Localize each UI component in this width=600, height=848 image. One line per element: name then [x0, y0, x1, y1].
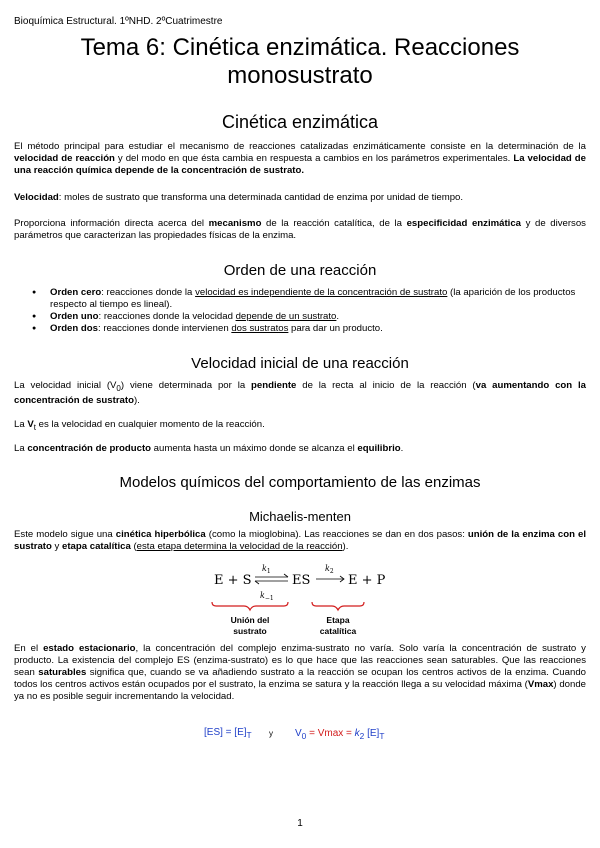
bold-text: velocidad de reacción	[14, 153, 115, 164]
equilibrium-arrow-icon	[255, 574, 288, 584]
bold-text: V	[27, 419, 34, 430]
scheme-products: E + P	[348, 573, 386, 588]
bold-text: La velocidad de una reacción química depende de la concentración de sustrato.	[14, 153, 586, 176]
equation-separator: y	[269, 729, 273, 738]
bold-text: mecanismo	[208, 218, 262, 229]
text: La velocidad inicial (V	[14, 380, 117, 391]
text: ).	[133, 394, 140, 406]
order-list	[32, 287, 586, 335]
scheme-label-union: Unión del	[230, 615, 270, 625]
text: .	[400, 443, 404, 454]
text: (como la mioglobina). Las reacciones se dan en dos pasos:	[205, 529, 468, 540]
text: [E]	[364, 728, 380, 739]
subscript: t	[33, 422, 36, 432]
page-title: Tema 6: Cinética enzimática. Reacciones monosustrato	[80, 34, 520, 89]
list-item	[32, 323, 586, 335]
paragraph-metodo	[14, 141, 586, 177]
text: y	[51, 541, 62, 552]
scheme-label-etapa: Etapa	[326, 615, 350, 625]
text: ) viene determinada por la	[120, 380, 252, 391]
bold-text: Orden uno	[50, 311, 99, 322]
rate-constant-k2: $k_2$	[325, 564, 334, 575]
underlined-text: velocidad es independiente de la concentración de sustrato	[195, 287, 448, 298]
bold-text: va aumentando con la concentración de sustrato	[14, 380, 587, 406]
text: [ES] = [E]	[204, 727, 247, 738]
text: : reacciones donde la velocidad	[98, 311, 236, 322]
reaction-scheme	[200, 560, 400, 642]
scheme-label-etapa: catalítica	[319, 626, 357, 636]
bold-text: cinética hiperbólica	[115, 529, 206, 540]
forward-arrow-icon	[316, 576, 344, 582]
text: de la reacción catalítica, de la	[261, 218, 407, 229]
text: es la velocidad en cualquier momento de la reacción.	[35, 419, 265, 430]
section-heading-modelos: Modelos químicos del comportamiento de las enzimas	[119, 474, 481, 491]
underlined-text: esta etapa determina la velocidad de la reacción	[136, 541, 343, 552]
bold-text: Velocidad	[14, 192, 59, 203]
bold-text: unión de la enzima con el sustrato	[14, 529, 586, 552]
underlined-text: dos sustratos	[231, 323, 289, 334]
text: (la aparición de los productos respecto al tiempo es lineal).	[50, 287, 576, 310]
list-item	[32, 311, 586, 323]
bold-text: Vmax	[527, 679, 554, 690]
bold-text: equilibrio	[357, 443, 401, 454]
bold-text: Orden cero	[50, 287, 102, 298]
text: .	[336, 311, 340, 322]
text: = Vmax =	[306, 728, 355, 739]
equation-es	[204, 727, 252, 740]
text: Proporciona información directa acerca del	[14, 218, 209, 229]
paragraph-modelo	[14, 529, 586, 553]
subsection-heading-michaelis: Michaelis-menten	[249, 509, 351, 524]
paragraph-vt	[14, 419, 586, 434]
text: , la concentración del complejo enzima-sustrato no varía. Solo varía la concentración de sustrato y producto. La existencia del complejo ES (enzima-sustrato) es lo que hace que las reacciones sean saturables. Que las reacciones sean	[14, 643, 586, 678]
list-item	[32, 287, 586, 311]
bold-text: saturables	[38, 667, 87, 678]
text: La	[14, 419, 28, 430]
text: La	[14, 443, 28, 454]
paragraph-velocidad-inicial	[14, 380, 586, 407]
page-number: 1	[297, 818, 303, 829]
text: para dar un producto.	[288, 323, 383, 334]
paragraph-producto	[14, 443, 586, 455]
subscript: 0	[116, 383, 121, 393]
scheme-reactants: E + S	[214, 573, 252, 588]
text: V	[295, 728, 302, 739]
subscript: T	[379, 731, 385, 741]
text: : moles de sustrato que transforma una determinada cantidad de enzima por unidad de tiempo.	[58, 192, 464, 203]
scheme-complex: ES	[292, 573, 311, 588]
subscript: 0	[301, 731, 307, 741]
rate-constant-k1: $k_1$	[262, 564, 271, 575]
text: ) donde ya no es posible seguir incrementando la velocidad.	[14, 679, 586, 702]
text: Este modelo sigue una	[14, 529, 116, 540]
bold-text: concentración de producto	[27, 443, 152, 454]
bold-text: especificidad enzimática	[406, 218, 522, 229]
section-heading-velocidad-inicial: Velocidad inicial de una reacción	[191, 355, 409, 372]
paragraph-estado-estacionario	[14, 643, 586, 703]
subscript: T	[246, 730, 252, 740]
paragraph-velocidad	[14, 192, 586, 204]
page-header: Bioquímica Estructural. 1ºNHD. 2ºCuatrimestre	[14, 16, 223, 27]
bold-text: etapa catalítica	[62, 541, 131, 552]
text: significa que, cuando se va añadiendo sustrato a la reacción se ocupan los centros activos de la enzima. Cuando todos los centros activos están ocupados por el sustrato, la enzima se satura y la reacción llega a su velocidad máxima (	[14, 667, 586, 690]
underlined-text: depende de un sustrato	[235, 311, 337, 322]
bold-text: Orden dos	[50, 323, 98, 334]
bold-text: estado estacionario	[43, 643, 136, 654]
text: aumenta hasta un máximo donde se alcanza el	[151, 443, 358, 454]
bold-text: pendiente	[251, 380, 297, 391]
subscript: 2	[359, 731, 365, 741]
equation-vmax	[295, 728, 384, 741]
section-heading-orden: Orden de una reacción	[223, 262, 377, 279]
brace-icon	[312, 602, 364, 610]
text: En el	[14, 643, 44, 654]
text: de la recta al inicio de la reacción (	[296, 380, 476, 391]
paragraph-informacion	[14, 218, 586, 242]
text: y de diversos parámetros que caracterizan las propiedades físicas de la enzima.	[14, 218, 586, 241]
italic-text: k	[354, 728, 360, 739]
text: : reacciones donde intervienen	[97, 323, 232, 334]
text: ).	[342, 541, 349, 552]
brace-icon	[212, 602, 288, 610]
text: : reacciones donde la	[101, 287, 196, 298]
text: El método principal para estudiar el mecanismo de reacciones catalizadas enzimáticamente consiste en la determinación de la	[14, 141, 586, 152]
rate-constant-k-1: $k_{-1}$	[260, 591, 274, 602]
scheme-label-union: sustrato	[233, 626, 267, 636]
text: (	[130, 541, 137, 552]
text: y del modo en que ésta cambia en respuesta a cambios en los parámetros experimentales.	[114, 153, 514, 164]
section-heading-cinetica: Cinética enzimática	[221, 112, 379, 132]
